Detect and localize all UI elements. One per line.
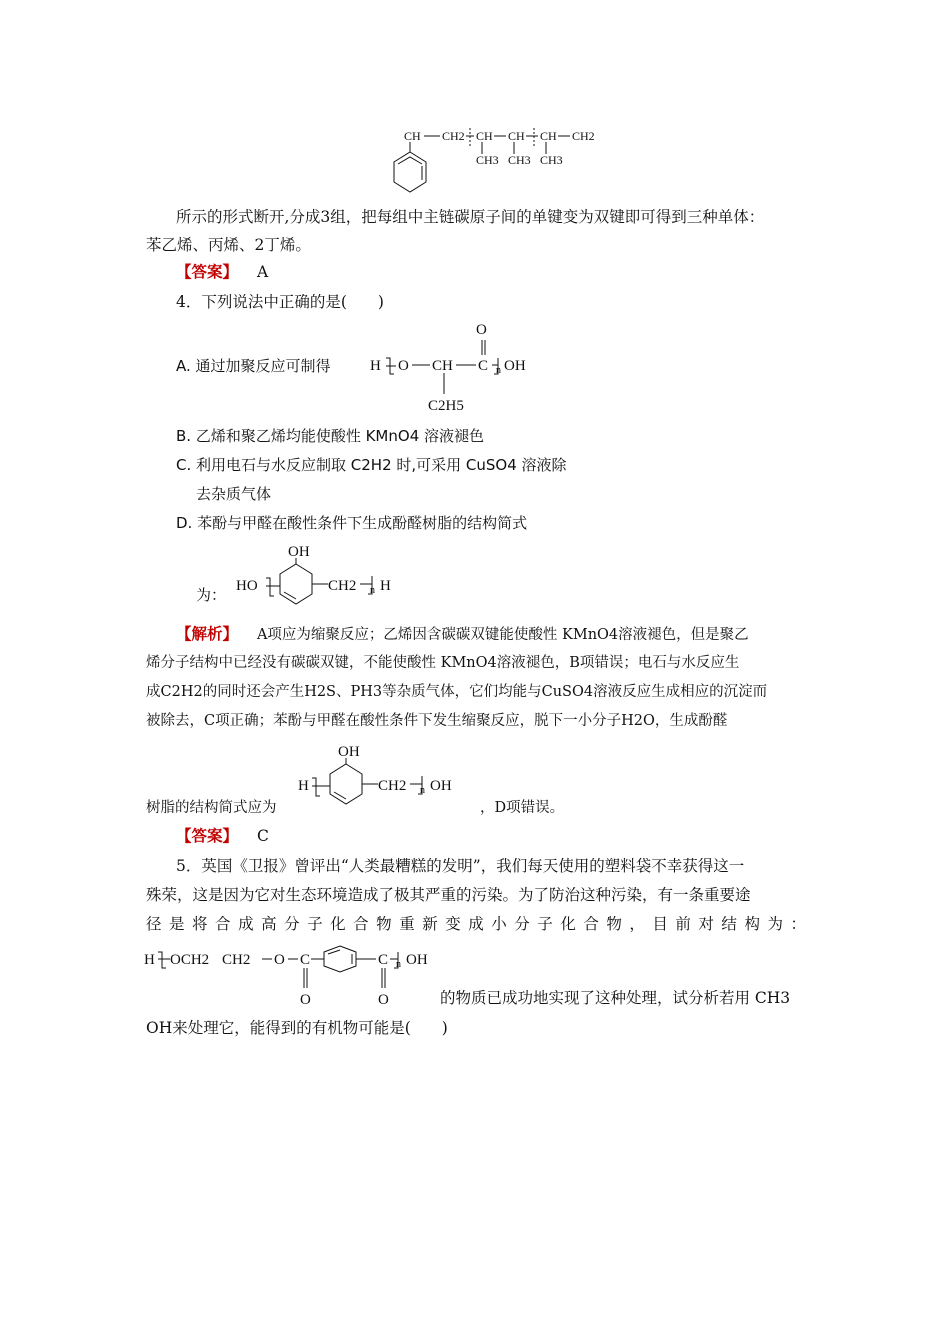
analysis-line: 烯分子结构中已经没有碳碳双键，不能使酸性 KMnO4溶液褪色，B项错误；电石与水反应生 — [146, 655, 740, 671]
struct-atom: C2H5 — [428, 398, 464, 414]
struct-atom: CH2 — [378, 778, 407, 794]
answer-value: C — [256, 827, 269, 845]
struct-atom: O — [398, 358, 409, 374]
analysis-line: ，D项错误。 — [480, 800, 565, 816]
struct-atom: H — [144, 952, 155, 968]
struct-top-label: CH — [476, 129, 493, 143]
struct-top-label: CH — [404, 129, 421, 143]
struct-subscript: n — [396, 959, 401, 970]
option-c-line1: C. 利用电石与水反应制取 C2H2 时,可采用 CuSO4 溶液除 — [176, 456, 567, 474]
struct-subscript: n — [420, 785, 425, 796]
analysis-line: 树脂的结构简式应为 — [146, 800, 277, 816]
struct-atom: O — [476, 322, 487, 338]
struct-top-label: CH — [508, 129, 525, 143]
struct-subscript: n — [370, 585, 375, 596]
polymer-structure-top — [380, 122, 610, 200]
struct-top-label: CH3 — [508, 153, 531, 167]
answer-label: 【答案】 — [176, 826, 239, 845]
struct-atom: C — [478, 358, 489, 374]
struct-top-label: CH2 — [572, 129, 595, 143]
struct-atom: OCH2 — [170, 952, 210, 968]
question-line: 5．英国《卫报》曾评出“人类最糟糕的发明”，我们每天使用的塑料袋不幸获得这一 — [176, 857, 745, 875]
answer-label: 【答案】 — [176, 262, 239, 281]
struct-atom: CH2 — [222, 952, 251, 968]
struct-atom: C — [300, 952, 311, 968]
struct-top-label: CH — [540, 129, 557, 143]
struct-atom: H — [298, 778, 309, 794]
struct-atom: H — [370, 358, 381, 374]
question-line: 殊荣，这是因为它对生态环境造成了极其严重的污染。为了防治这种污染，有一条重要途 — [146, 886, 751, 904]
question-line: 径是将合成高分子化合物重新变成小分子化合物，目前对结构为： — [146, 915, 806, 933]
analysis-line: 成C2H2的同时还会产生H2S、PH3等杂质气体，它们均能与CuSO4溶液反应生成相应的沉淀而 — [146, 684, 768, 700]
option-d-structure — [236, 538, 406, 610]
struct-atom: OH — [504, 358, 526, 374]
question-line: 的物质已成功地实现了这种处理，试分析若用 CH3 — [440, 989, 791, 1007]
analysis-text: A项应为缩聚反应；乙烯因含碳碳双键能使酸性 KMnO4溶液褪色，但是聚乙 — [256, 627, 749, 643]
struct-top-label: CH2 — [442, 129, 465, 143]
struct-atom: CH2 — [328, 578, 357, 594]
paragraph-line: 所示的形式断开,分成3组，把每组中主链碳原子间的单键变为双键即可得到三种单体： — [176, 208, 765, 226]
struct-atom: O — [300, 992, 311, 1008]
struct-atom: C — [378, 952, 389, 968]
struct-atom: HO — [236, 578, 258, 594]
struct-top-label: CH3 — [540, 153, 563, 167]
struct-atom: OH — [288, 544, 310, 560]
struct-top-label: CH3 — [476, 153, 499, 167]
analysis-label: 【解析】 — [176, 624, 239, 643]
question-line: OH来处理它，能得到的有机物可能是( ) — [146, 1019, 448, 1037]
question-stem: 4．下列说法中正确的是( ) — [176, 293, 384, 311]
option-b: B. 乙烯和聚乙烯均能使酸性 KMnO4 溶液褪色 — [176, 427, 484, 445]
option-a-structure — [368, 318, 538, 418]
option-c-line2: 去杂质气体 — [196, 485, 272, 503]
struct-atom: O — [378, 992, 389, 1008]
answer-value: A — [256, 263, 269, 281]
struct-subscript: n — [496, 365, 501, 376]
analysis-structure — [298, 738, 468, 810]
analysis-line: 被除去，C项正确；苯酚与甲醛在酸性条件下发生缩聚反应，脱下一小分子H2O，生成酚醛 — [146, 713, 728, 729]
struct-atom: OH — [430, 778, 452, 794]
answer-row — [176, 826, 836, 846]
option-a: A. 通过加聚反应可制得 — [176, 357, 331, 375]
analysis-line — [176, 624, 836, 645]
struct-atom: O — [274, 952, 285, 968]
struct-atom: H — [380, 578, 391, 594]
option-d-line2: 为： — [196, 586, 227, 604]
pet-structure — [144, 942, 440, 1008]
struct-atom: OH — [338, 744, 360, 760]
paragraph-line: 苯乙烯、丙烯、2丁烯。 — [146, 236, 311, 254]
option-d-line1: D. 苯酚与甲醛在酸性条件下生成酚醛树脂的结构简式 — [176, 514, 528, 532]
struct-atom: OH — [406, 952, 428, 968]
answer-row — [176, 262, 836, 282]
struct-atom: CH — [432, 358, 453, 374]
